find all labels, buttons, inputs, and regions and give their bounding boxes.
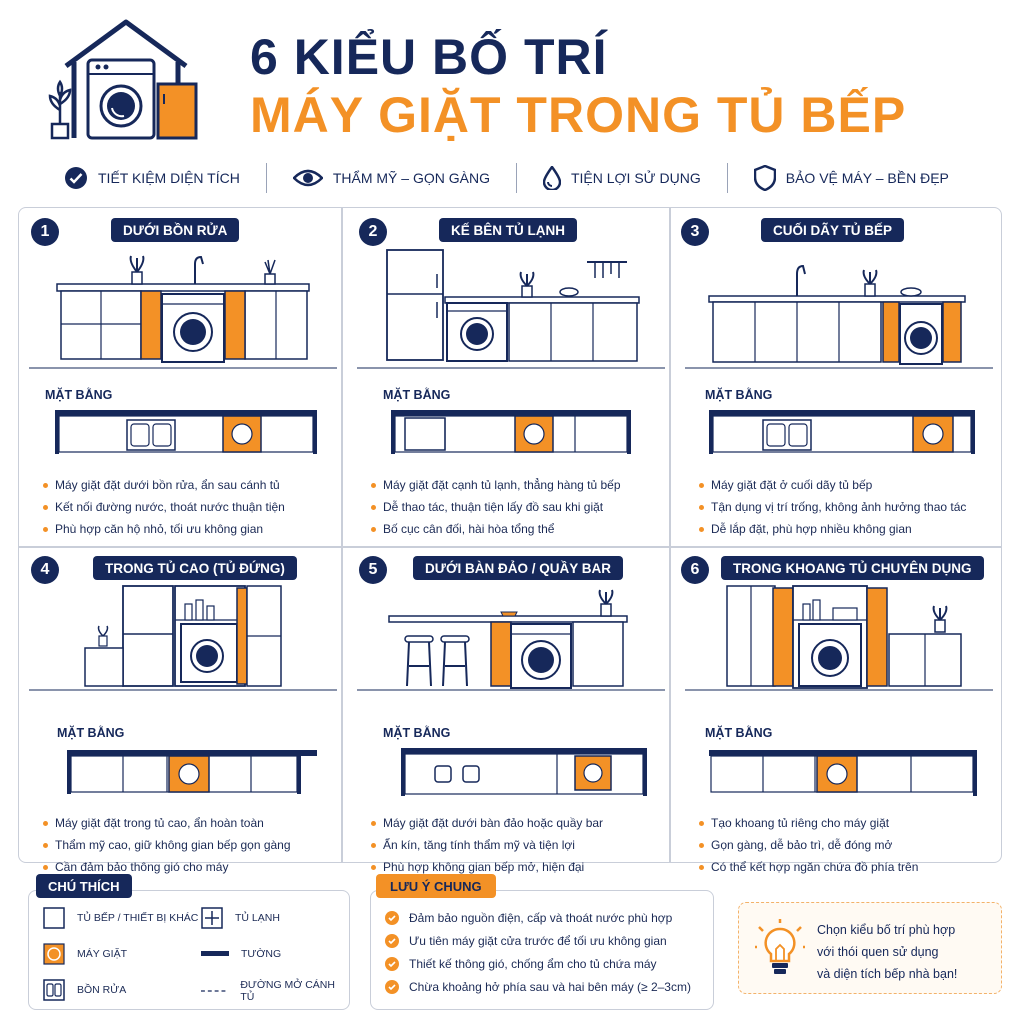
layout-card-5	[347, 546, 675, 874]
bullet-item: Ẩn kín, tăng tính thẩm mỹ và tiện lợi	[371, 838, 603, 852]
plan-label: MẶT BẰNG	[705, 726, 773, 740]
kitchen-elevation-illustration	[347, 582, 675, 724]
lightbulb-icon	[755, 919, 805, 977]
benefit-label: TIỆN LỢI SỬ DỤNG	[570, 170, 701, 186]
floor-plan	[19, 400, 347, 462]
water-drop-icon	[543, 166, 561, 190]
note-item: Ưu tiên máy giặt cửa trước để tối ưu không gian	[385, 934, 691, 948]
kitchen-elevation-illustration	[675, 244, 1003, 386]
floor-plan	[347, 738, 675, 800]
benefit-item	[266, 163, 516, 193]
note-item: Thiết kế thông gió, chống ẩm cho tủ chứa máy	[385, 957, 691, 971]
bullet-item: Phù hợp căn hộ nhỏ, tối ưu không gian	[43, 522, 285, 536]
bullet-item: Máy giặt đặt trong tủ cao, ẩn hoàn toàn	[43, 816, 291, 830]
bullet-list	[43, 816, 291, 882]
legend-item: TỦ BẾP / THIẾT BỊ KHÁC	[43, 907, 198, 929]
kitchen-elevation-illustration	[675, 582, 1003, 724]
layout-title: KẾ BÊN TỦ LẠNH	[439, 218, 577, 242]
bullet-item: Dễ thao tác, thuận tiện lấy đồ sau khi giặt	[371, 500, 621, 514]
kitchen-elevation-illustration	[347, 244, 675, 386]
layout-title: DƯỚI BỒN RỬA	[111, 218, 239, 242]
bullet-item: Cần đảm bảo thông gió cho máy	[43, 860, 291, 874]
benefit-item	[516, 163, 727, 193]
floor-plan	[19, 738, 347, 800]
house-washer-illustration	[44, 14, 204, 144]
layout-number: 5	[359, 556, 387, 584]
bullet-item: Dễ lắp đặt, phù hợp nhiều không gian	[699, 522, 966, 536]
bullet-item: Tạo khoang tủ riêng cho máy giặt	[699, 816, 918, 830]
layout-grid	[18, 207, 1002, 874]
bullet-list	[699, 816, 918, 882]
tip-box	[738, 902, 1002, 994]
floor-plan	[675, 738, 1003, 800]
check-icon	[385, 980, 399, 994]
bullet-item: Có thể kết hợp ngăn chứa đồ phía trên	[699, 860, 918, 874]
bullet-item: Thẩm mỹ cao, giữ không gian bếp gọn gàng	[43, 838, 291, 852]
check-icon	[385, 934, 399, 948]
plan-label: MẶT BẰNG	[383, 388, 451, 402]
note-item: Chừa khoảng hở phía sau và hai bên máy (≥ 2–3cm)	[385, 980, 691, 994]
bullet-item: Phù hợp không gian bếp mở, hiện đại	[371, 860, 603, 874]
legend-item: BỒN RỬA	[43, 979, 126, 1001]
layout-title: CUỐI DÃY TỦ BẾP	[761, 218, 904, 242]
layout-number: 2	[359, 218, 387, 246]
check-circle-icon	[64, 166, 88, 190]
eye-icon	[293, 168, 323, 188]
legend-item: TỦ LẠNH	[201, 907, 280, 929]
layout-number: 4	[31, 556, 59, 584]
bullet-item: Gọn gàng, dễ bảo trì, dễ đóng mở	[699, 838, 918, 852]
benefit-label: BẢO VỆ MÁY – BỀN ĐẸP	[785, 170, 949, 186]
tip-text: Chọn kiểu bố trí phù hợp với thói quen sử dụng và diện tích bếp nhà bạn!	[817, 923, 958, 981]
check-icon	[385, 957, 399, 971]
shield-icon	[754, 165, 776, 191]
sink-symbol	[43, 979, 65, 1001]
kitchen-elevation-illustration	[19, 244, 347, 386]
bullet-item: Kết nối đường nước, thoát nước thuận tiện	[43, 500, 285, 514]
layout-title: DƯỚI BÀN ĐẢO / QUẦY BAR	[413, 556, 623, 580]
check-icon	[385, 911, 399, 925]
plan-label: MẶT BẰNG	[383, 726, 451, 740]
floor-plan	[675, 400, 1003, 462]
legend-item: MÁY GIẶT	[43, 943, 127, 965]
layout-card-2	[347, 208, 675, 536]
layout-number: 6	[681, 556, 709, 584]
layout-card-1	[19, 208, 347, 536]
bullet-item: Tận dụng vị trí trống, không ảnh hưởng thao tác	[699, 500, 966, 514]
legend-title: CHÚ THÍCH	[36, 874, 132, 898]
legend-item: TƯỜNG	[201, 943, 281, 965]
layout-card-3	[675, 208, 1003, 536]
benefit-item	[727, 163, 975, 193]
bullet-item: Bố cục cân đối, hài hòa tổng thể	[371, 522, 621, 536]
layout-number: 3	[681, 218, 709, 246]
plan-label: MẶT BẰNG	[57, 726, 125, 740]
benefit-label: TIẾT KIỆM DIỆN TÍCH	[98, 170, 240, 186]
kitchen-elevation-illustration	[19, 582, 347, 724]
wall-symbol	[201, 943, 229, 965]
legend-box	[28, 890, 350, 1010]
layout-number: 1	[31, 218, 59, 246]
general-notes-box	[370, 890, 714, 1010]
washer-symbol	[43, 943, 65, 965]
bullet-list	[43, 478, 285, 544]
bullet-list	[699, 478, 966, 544]
layout-card-4	[19, 546, 347, 874]
plan-label: MẶT BẰNG	[705, 388, 773, 402]
floor-plan	[347, 400, 675, 462]
benefits-bar	[40, 160, 990, 196]
door-swing-symbol	[201, 980, 228, 1002]
bullet-list	[371, 816, 603, 882]
layout-title: TRONG KHOANG TỦ CHUYÊN DỤNG	[721, 556, 984, 580]
title-line-1: 6 KIỂU BỐ TRÍ	[250, 29, 608, 85]
bullet-item: Máy giặt đặt cạnh tủ lạnh, thẳng hàng tủ bếp	[371, 478, 621, 492]
bullet-item: Máy giặt đặt dưới bồn rửa, ẩn sau cánh tủ	[43, 478, 285, 492]
fridge-symbol	[201, 907, 223, 929]
layout-title: TRONG TỦ CAO (TỦ ĐỨNG)	[93, 556, 297, 580]
bullet-list	[371, 478, 621, 544]
legend-item: ĐƯỜNG MỞ CÁNH TỦ	[201, 979, 349, 1003]
layout-card-6	[675, 546, 1003, 874]
bullet-item: Máy giặt đặt ở cuối dãy tủ bếp	[699, 478, 966, 492]
title-line-2: MÁY GIẶT TRONG TỦ BẾP	[250, 87, 907, 143]
plan-label: MẶT BẰNG	[45, 388, 113, 402]
bullet-item: Máy giặt đặt dưới bàn đảo hoặc quầy bar	[371, 816, 603, 830]
benefit-label: THẨM MỸ – GỌN GÀNG	[332, 170, 490, 186]
cabinet-symbol	[43, 907, 65, 929]
note-item: Đảm bảo nguồn điện, cấp và thoát nước phù hợp	[385, 911, 691, 925]
notes-title: LƯU Ý CHUNG	[376, 874, 496, 898]
benefit-item	[40, 163, 266, 193]
